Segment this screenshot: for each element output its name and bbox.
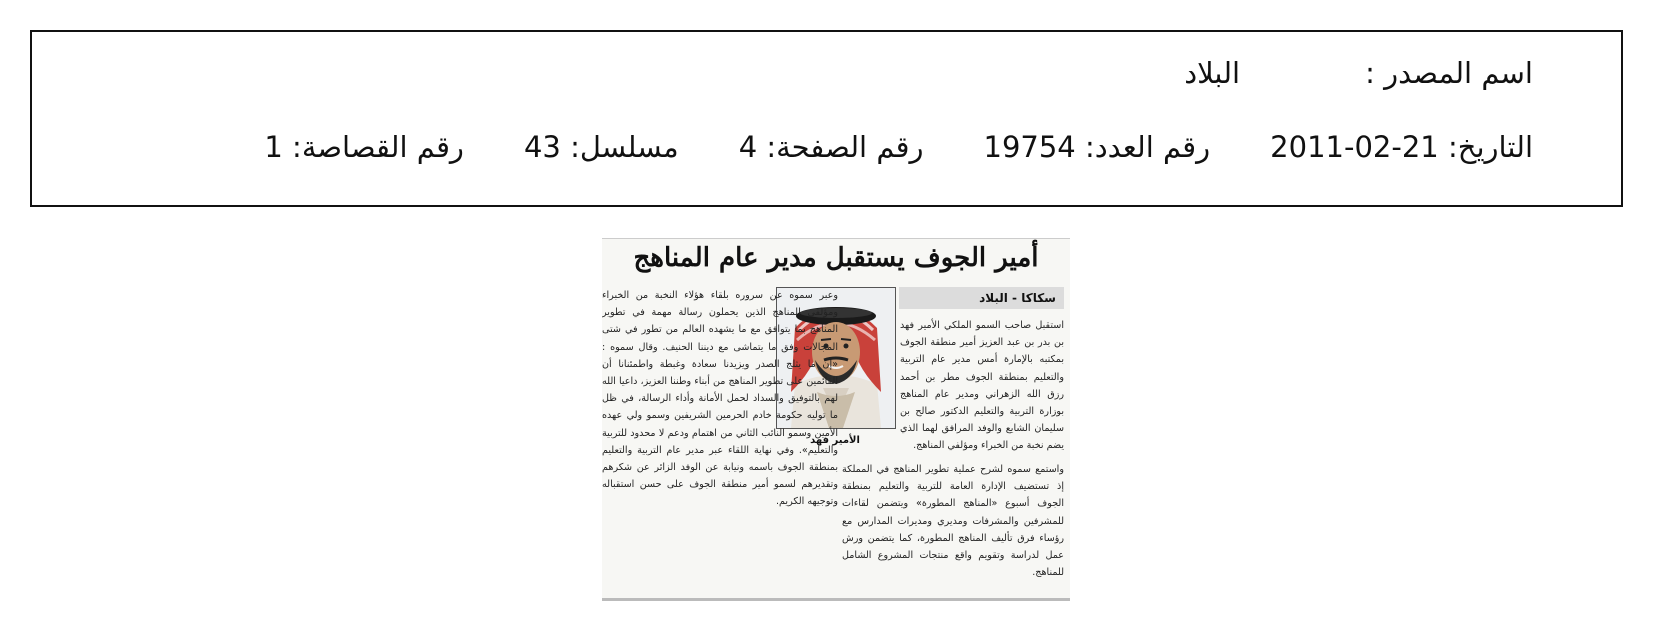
source-row [1184, 56, 1533, 90]
page-field: رقم الصفحة: 4 [738, 130, 924, 164]
article-column-right-bottom [842, 461, 1064, 601]
article-column-left [602, 287, 838, 599]
article-dateline: سكاكا - البلاد [899, 287, 1064, 309]
source-value: البلاد [1184, 56, 1241, 90]
metadata-box [30, 30, 1623, 207]
source-label: اسم المصدر : [1365, 56, 1533, 90]
date-field: التاريخ: 21-02-2011 [1270, 130, 1533, 164]
serial-field: مسلسل: 43 [523, 130, 679, 164]
article-paragraph-1: استقبل صاحب السمو الملكي الأمير فهد بن بدر بن عبد العزيز أمير منطقة الجوف بمكتبه بالإمارة أمس مدير عام التربية والتعليم بمنطقة الجوف مطر بن أحمد رزق الله الزهراني ومدير عام المناهج بوزارة التربية والتعليم الدكتور صالح بن سليمان الشايع والوفد المرافق لهما الذي يضم نخبة من الخبراء ومؤلفي المناهج. [900, 320, 1064, 452]
article-column-right-top [900, 317, 1064, 457]
clipping-bottom-rule [602, 598, 1070, 601]
photo-caption: الأمير فهد [810, 435, 860, 446]
article-paragraph-2: واستمع سموه لشرح عملية تطوير المناهج في المملكة إذ تستضيف الإدارة العامة للتربية والتعليم بمنطقة الجوف أسبوع «المناهج المطورة» ويتضمن لقاءات للمشرفين والمشرفات ومديري ومديرات المدارس مع رؤساء فرق تأليف المناهج المطورة، كما يتضمن ورش عمل لدراسة وتقويم واقع منتجات المشروع الشامل للمناهج. [842, 464, 1064, 579]
issue-field: رقم العدد: 19754 [983, 130, 1211, 164]
clip-field: رقم القصاصة: 1 [264, 130, 464, 164]
newspaper-clipping [602, 238, 1070, 601]
article-paragraph-3: وعبر سموه عن سروره بلقاء هؤلاء النخبة من الخبراء ومؤلفي المناهج الذين يحملون رسالة مهمة في تطوير المناهج بما يتوافق مع ما يشهده العالم من تطور في شتى المجالات وفق ما يتماشى مع ديننا الحنيف. وقال سموه : «إن ما يثلج الصدر ويزيدنا سعادة وغبطة واطمئنانا أن القائمين على تطوير المناهج من أبناء وطننا العزيز، داعيا الله لهم بالتوفيق والسداد لحمل الأمانة وأداء الرسالة، في ظل ما توليه حكومة خادم الحرمين الشريفين وسمو ولي عهده الأمين وسمو النائب الثاني من اهتمام ودعم لا محدود للتربية والتعليم». وفي نهاية اللقاء عبر مدير عام التربية والتعليم بمنطقة الجوف باسمه ونيابة عن الوفد الزائر عن شكرهم وتقديرهم لسمو أمير منطقة الجوف على حسن استقباله وتوجيهه الكريم. [602, 290, 838, 508]
details-row [264, 130, 1533, 164]
article-headline: أمير الجوف يستقبل مدير عام المناهج [633, 243, 1039, 273]
